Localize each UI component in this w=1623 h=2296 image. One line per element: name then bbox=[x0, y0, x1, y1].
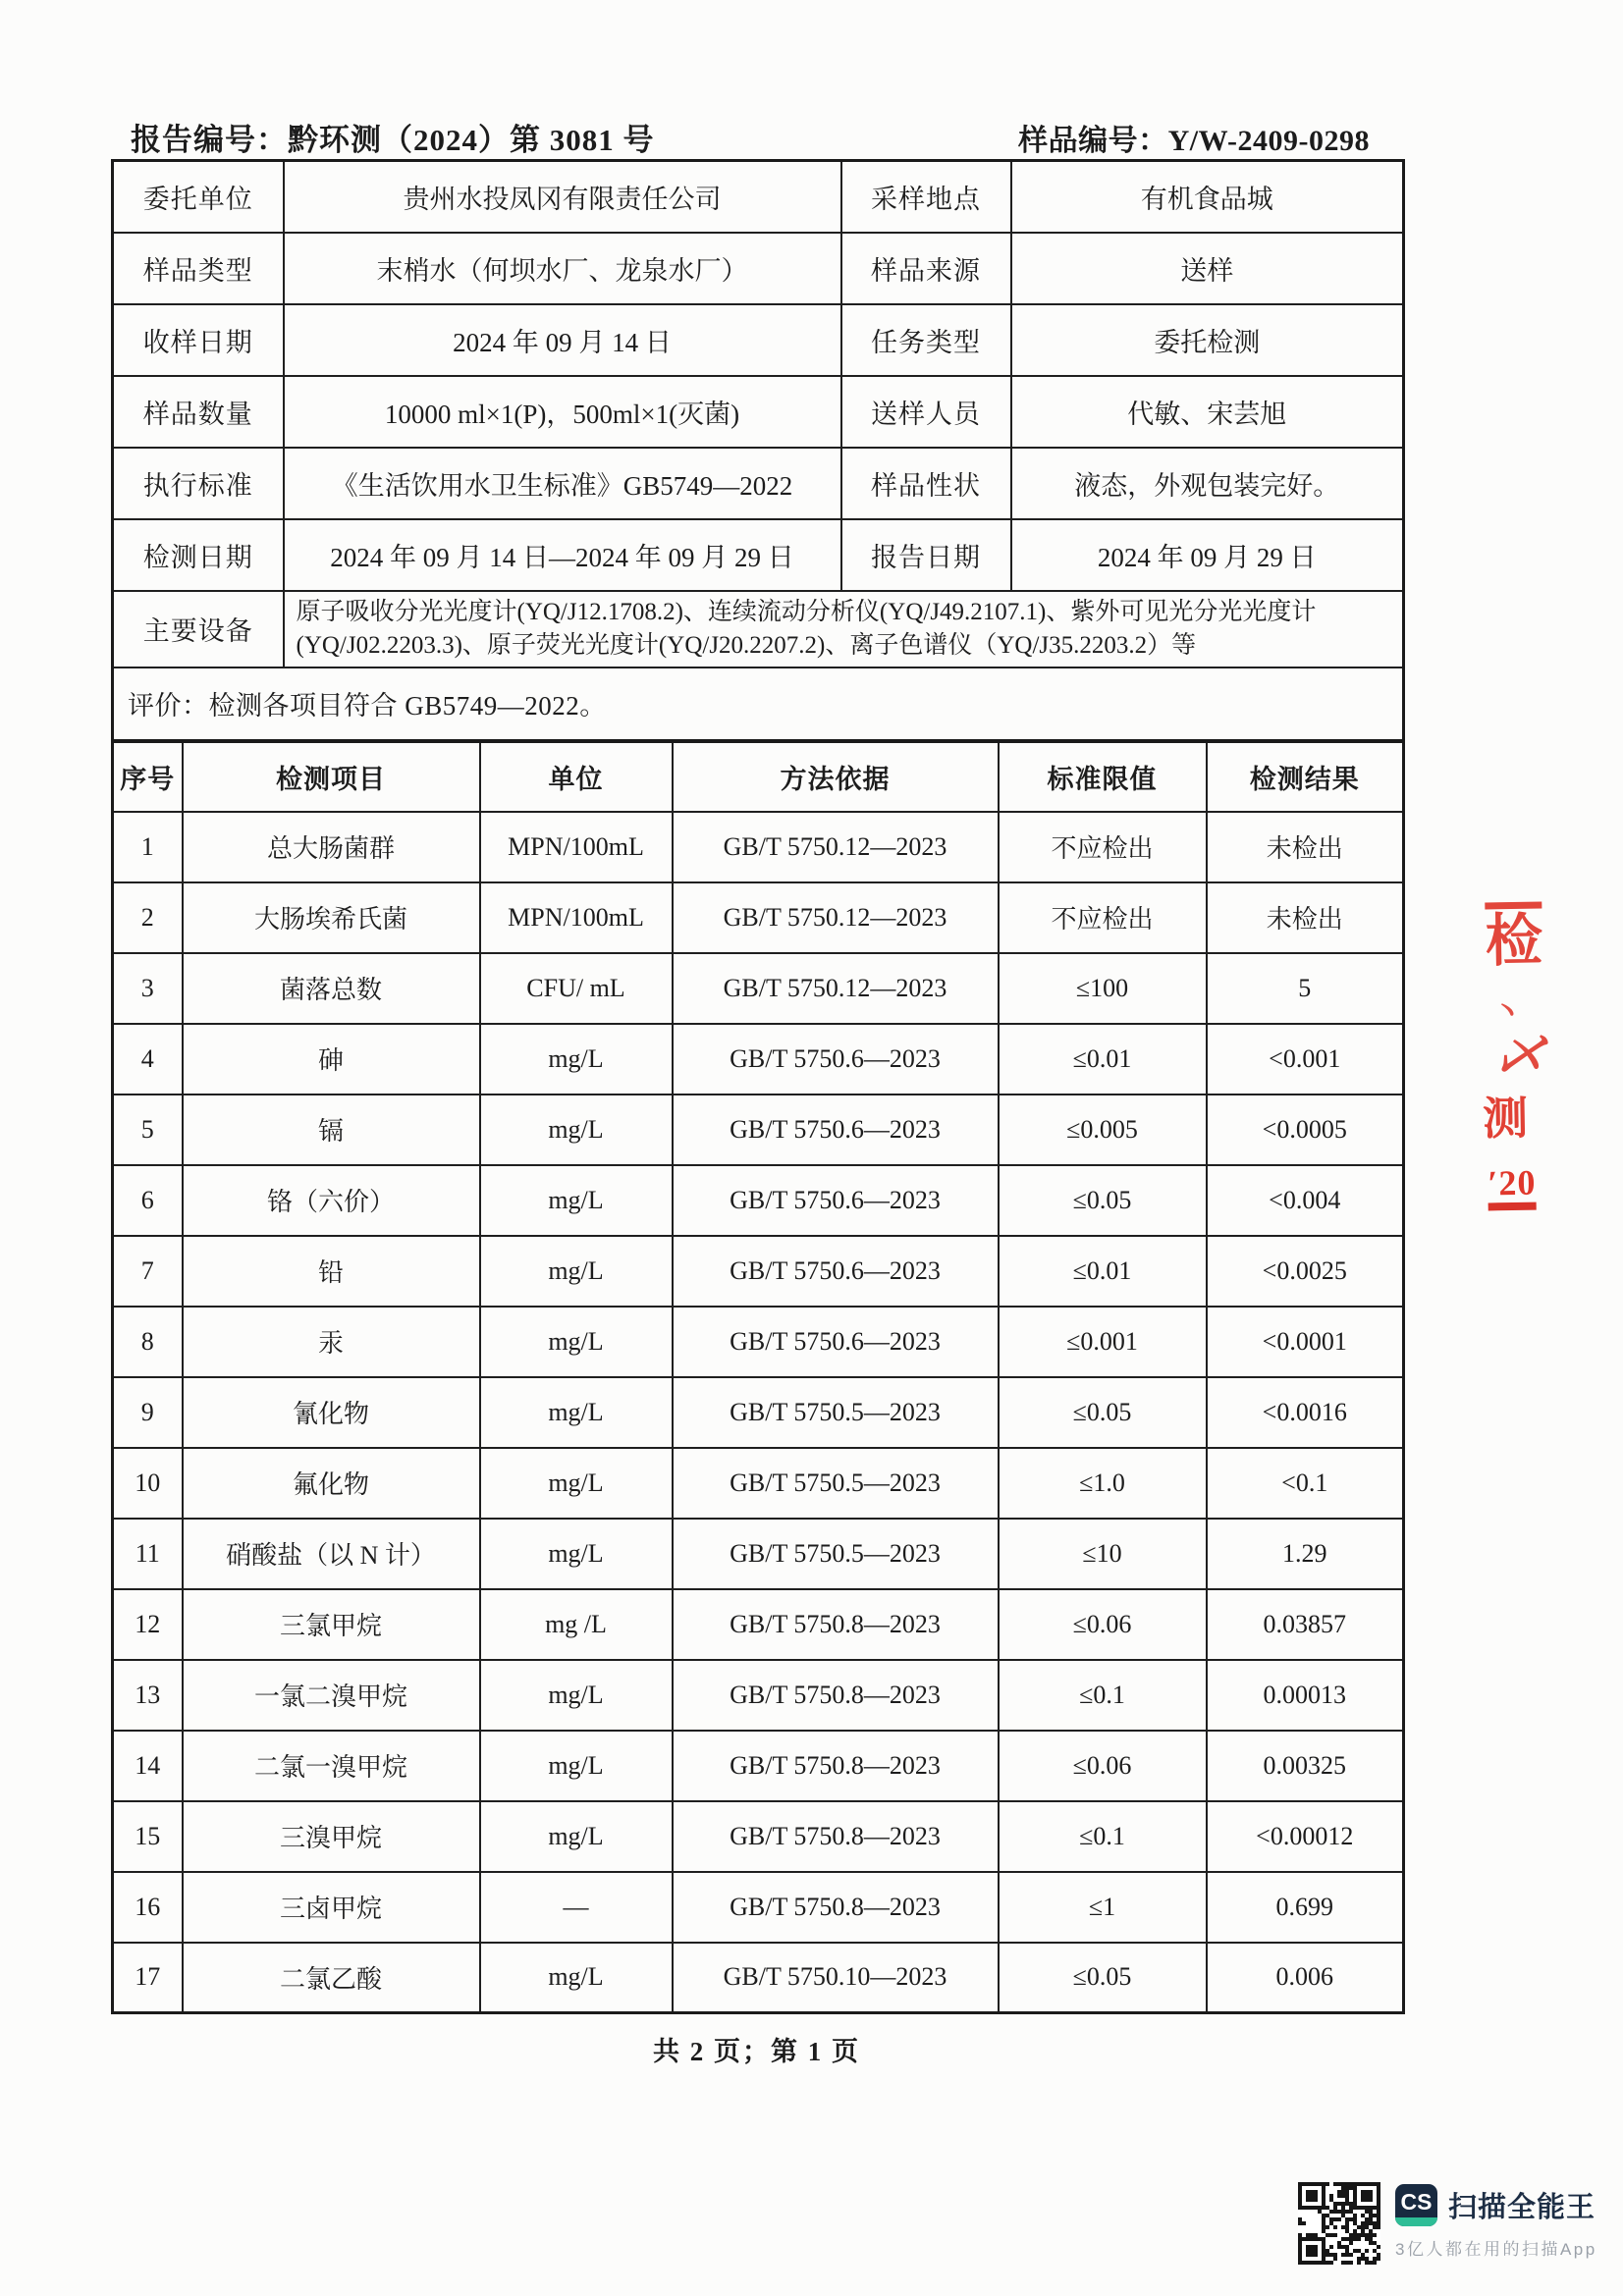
results-col-header: 检测结果 bbox=[1207, 742, 1404, 812]
cs-logo-accent-strip bbox=[1395, 2217, 1437, 2226]
result-cell: 11 bbox=[113, 1519, 183, 1589]
result-cell: ≤0.005 bbox=[999, 1095, 1207, 1165]
info-value-cell: 10000 ml×1(P)，500ml×1(灭菌) bbox=[284, 376, 841, 448]
result-cell: ≤0.06 bbox=[999, 1589, 1207, 1660]
info-label-cell: 样品来源 bbox=[841, 233, 1011, 304]
result-cell: ≤0.01 bbox=[999, 1024, 1207, 1095]
result-cell: mg /L bbox=[480, 1589, 673, 1660]
scanner-tagline: 3亿人都在用的扫描App bbox=[1395, 2240, 1597, 2259]
result-cell: 14 bbox=[113, 1731, 183, 1801]
result-cell: 5 bbox=[113, 1095, 183, 1165]
result-row bbox=[113, 1660, 1404, 1731]
report-number: 报告编号：黔环测（2024）第 3081 号 bbox=[131, 123, 655, 157]
result-cell: <0.0025 bbox=[1207, 1236, 1404, 1307]
result-cell: <0.1 bbox=[1207, 1448, 1404, 1519]
info-table-body bbox=[113, 161, 1404, 591]
result-cell: 1 bbox=[113, 812, 183, 882]
info-row bbox=[113, 376, 1404, 448]
result-cell: 砷 bbox=[183, 1024, 480, 1095]
result-cell: 15 bbox=[113, 1801, 183, 1872]
result-cell: — bbox=[480, 1872, 673, 1943]
result-cell: GB/T 5750.5—2023 bbox=[673, 1448, 999, 1519]
result-cell: 未检出 bbox=[1207, 812, 1404, 882]
result-cell: 10 bbox=[113, 1448, 183, 1519]
result-row bbox=[113, 953, 1404, 1024]
result-row bbox=[113, 1519, 1404, 1589]
result-cell: GB/T 5750.5—2023 bbox=[673, 1377, 999, 1448]
result-cell: 7 bbox=[113, 1236, 183, 1307]
result-cell: ≤0.1 bbox=[999, 1801, 1207, 1872]
result-cell: 12 bbox=[113, 1589, 183, 1660]
result-cell: mg/L bbox=[480, 1660, 673, 1731]
info-value-cell: 贵州水投凤冈有限责任公司 bbox=[284, 161, 841, 233]
info-row bbox=[113, 519, 1404, 591]
info-label-cell: 样品数量 bbox=[113, 376, 284, 448]
result-cell: GB/T 5750.5—2023 bbox=[673, 1519, 999, 1589]
result-cell: 0.699 bbox=[1207, 1872, 1404, 1943]
result-cell: GB/T 5750.8—2023 bbox=[673, 1872, 999, 1943]
evaluation-text: 评价：检测各项目符合 GB5749—2022。 bbox=[113, 667, 1404, 741]
results-header-row bbox=[113, 742, 1404, 812]
info-value-cell: 2024 年 09 月 14 日—2024 年 09 月 29 日 bbox=[284, 519, 841, 591]
info-value-cell: 《生活饮用水卫生标准》GB5749—2022 bbox=[284, 448, 841, 519]
result-cell: MPN/100mL bbox=[480, 812, 673, 882]
info-label-cell: 报告日期 bbox=[841, 519, 1011, 591]
result-cell: GB/T 5750.6—2023 bbox=[673, 1024, 999, 1095]
result-cell: <0.001 bbox=[1207, 1024, 1404, 1095]
result-cell: 三溴甲烷 bbox=[183, 1801, 480, 1872]
result-cell: ≤0.05 bbox=[999, 1377, 1207, 1448]
info-row bbox=[113, 233, 1404, 304]
result-row bbox=[113, 1801, 1404, 1872]
result-cell: mg/L bbox=[480, 1165, 673, 1236]
result-cell: 氟化物 bbox=[183, 1448, 480, 1519]
result-cell: 6 bbox=[113, 1165, 183, 1236]
result-cell: mg/L bbox=[480, 1801, 673, 1872]
result-row bbox=[113, 1095, 1404, 1165]
result-cell: GB/T 5750.6—2023 bbox=[673, 1165, 999, 1236]
result-cell: 氰化物 bbox=[183, 1377, 480, 1448]
result-cell: ≤0.05 bbox=[999, 1165, 1207, 1236]
result-cell: ≤1.0 bbox=[999, 1448, 1207, 1519]
result-cell: GB/T 5750.6—2023 bbox=[673, 1236, 999, 1307]
result-cell: 4 bbox=[113, 1024, 183, 1095]
result-cell: 13 bbox=[113, 1660, 183, 1731]
results-col-header: 标准限值 bbox=[999, 742, 1207, 812]
result-cell: GB/T 5750.6—2023 bbox=[673, 1307, 999, 1377]
result-cell: GB/T 5750.8—2023 bbox=[673, 1660, 999, 1731]
stamp-fragment: 测 bbox=[1482, 1093, 1529, 1145]
result-cell: 铬（六价） bbox=[183, 1165, 480, 1236]
info-row bbox=[113, 448, 1404, 519]
red-stamp bbox=[1475, 887, 1556, 1222]
page-footer: 共 2 页；第 1 页 bbox=[653, 2037, 860, 2066]
info-row bbox=[113, 161, 1404, 233]
result-cell: 三氯甲烷 bbox=[183, 1589, 480, 1660]
stamp-fragment: ′20 bbox=[1488, 1165, 1537, 1211]
sample-number: 样品编号：Y/W-2409-0298 bbox=[1018, 125, 1370, 157]
result-cell: 镉 bbox=[183, 1095, 480, 1165]
result-cell: 不应检出 bbox=[999, 812, 1207, 882]
result-cell: 3 bbox=[113, 953, 183, 1024]
info-label-cell: 检测日期 bbox=[113, 519, 284, 591]
result-cell: MPN/100mL bbox=[480, 882, 673, 953]
result-cell: 8 bbox=[113, 1307, 183, 1377]
result-cell: <0.0016 bbox=[1207, 1377, 1404, 1448]
result-cell: GB/T 5750.8—2023 bbox=[673, 1589, 999, 1660]
result-cell: 9 bbox=[113, 1377, 183, 1448]
result-row bbox=[113, 1236, 1404, 1307]
result-cell: mg/L bbox=[480, 1024, 673, 1095]
result-cell: ≤0.1 bbox=[999, 1660, 1207, 1731]
info-value-cell: 送样 bbox=[1011, 233, 1404, 304]
result-row bbox=[113, 1377, 1404, 1448]
result-cell: 0.00325 bbox=[1207, 1731, 1404, 1801]
scanner-app-name: 扫描全能王 bbox=[1448, 2192, 1596, 2223]
result-cell: 17 bbox=[113, 1943, 183, 2013]
info-value-cell: 2024 年 09 月 29 日 bbox=[1011, 519, 1404, 591]
info-value-cell: 2024 年 09 月 14 日 bbox=[284, 304, 841, 376]
info-value-cell: 液态，外观包装完好。 bbox=[1011, 448, 1404, 519]
result-cell: 二氯乙酸 bbox=[183, 1943, 480, 2013]
results-col-header: 序号 bbox=[113, 742, 183, 812]
result-cell: mg/L bbox=[480, 1731, 673, 1801]
info-value-cell: 委托检测 bbox=[1011, 304, 1404, 376]
info-label-cell: 样品类型 bbox=[113, 233, 284, 304]
info-label-cell: 样品性状 bbox=[841, 448, 1011, 519]
result-cell: 铅 bbox=[183, 1236, 480, 1307]
results-col-header: 方法依据 bbox=[673, 742, 999, 812]
stamp-fragment: 检 bbox=[1485, 901, 1542, 970]
result-row bbox=[113, 812, 1404, 882]
result-cell: GB/T 5750.10—2023 bbox=[673, 1943, 999, 2013]
result-cell: 16 bbox=[113, 1872, 183, 1943]
result-cell: GB/T 5750.8—2023 bbox=[673, 1731, 999, 1801]
result-row bbox=[113, 1731, 1404, 1801]
result-cell: 2 bbox=[113, 882, 183, 953]
result-cell: ≤10 bbox=[999, 1519, 1207, 1589]
sample-info-table bbox=[111, 159, 1405, 742]
result-row bbox=[113, 1589, 1404, 1660]
results-table-body bbox=[113, 812, 1404, 2013]
result-cell: 0.00013 bbox=[1207, 1660, 1404, 1731]
stamp-fragment: 乄 bbox=[1495, 1023, 1556, 1089]
result-row bbox=[113, 1872, 1404, 1943]
result-cell: mg/L bbox=[480, 1943, 673, 2013]
equipment-label: 主要设备 bbox=[113, 591, 284, 667]
result-cell: 0.03857 bbox=[1207, 1589, 1404, 1660]
cs-logo-icon bbox=[1395, 2184, 1437, 2226]
result-cell: GB/T 5750.6—2023 bbox=[673, 1095, 999, 1165]
result-cell: <0.00012 bbox=[1207, 1801, 1404, 1872]
result-cell: ≤0.01 bbox=[999, 1236, 1207, 1307]
result-cell: 0.006 bbox=[1207, 1943, 1404, 2013]
result-cell: CFU/ mL bbox=[480, 953, 673, 1024]
result-cell: 一氯二溴甲烷 bbox=[183, 1660, 480, 1731]
result-cell: ≤0.001 bbox=[999, 1307, 1207, 1377]
result-cell: 不应检出 bbox=[999, 882, 1207, 953]
stamp-fragment: 丶 bbox=[1491, 995, 1523, 1030]
info-label-cell: 委托单位 bbox=[113, 161, 284, 233]
equipment-value: 原子吸收分光光度计(YQ/J12.1708.2)、连续流动分析仪(YQ/J49.2107.1)、紫外可见光分光光度计(YQ/J02.2203.3)、原子荧光光度计(YQ/J20.2207.2)、离子色谱仪（YQ/J35.2203.2）等 bbox=[284, 591, 1404, 667]
result-cell: GB/T 5750.12—2023 bbox=[673, 953, 999, 1024]
result-cell: <0.0005 bbox=[1207, 1095, 1404, 1165]
result-cell: mg/L bbox=[480, 1307, 673, 1377]
qr-code bbox=[1298, 2182, 1380, 2265]
result-cell: <0.004 bbox=[1207, 1165, 1404, 1236]
results-col-header: 单位 bbox=[480, 742, 673, 812]
result-cell: 硝酸盐（以 N 计） bbox=[183, 1519, 480, 1589]
result-cell: GB/T 5750.8—2023 bbox=[673, 1801, 999, 1872]
result-cell: mg/L bbox=[480, 1236, 673, 1307]
info-label-cell: 送样人员 bbox=[841, 376, 1011, 448]
result-cell: GB/T 5750.12—2023 bbox=[673, 812, 999, 882]
doc-header bbox=[131, 0, 1370, 159]
result-cell: 三卤甲烷 bbox=[183, 1872, 480, 1943]
result-cell: mg/L bbox=[480, 1095, 673, 1165]
result-cell: ≤0.05 bbox=[999, 1943, 1207, 2013]
results-table bbox=[111, 740, 1405, 2014]
result-cell: 菌落总数 bbox=[183, 953, 480, 1024]
result-row bbox=[113, 1448, 1404, 1519]
result-row bbox=[113, 1024, 1404, 1095]
result-cell: GB/T 5750.12—2023 bbox=[673, 882, 999, 953]
info-value-cell: 代敏、宋芸旭 bbox=[1011, 376, 1404, 448]
result-cell: ≤100 bbox=[999, 953, 1207, 1024]
equipment-row bbox=[113, 591, 1404, 667]
result-cell: ≤0.06 bbox=[999, 1731, 1207, 1801]
result-cell: 二氯一溴甲烷 bbox=[183, 1731, 480, 1801]
result-cell: 总大肠菌群 bbox=[183, 812, 480, 882]
result-cell: ≤1 bbox=[999, 1872, 1207, 1943]
result-cell: 未检出 bbox=[1207, 882, 1404, 953]
result-cell: 大肠埃希氏菌 bbox=[183, 882, 480, 953]
result-cell: 1.29 bbox=[1207, 1519, 1404, 1589]
results-col-header: 检测项目 bbox=[183, 742, 480, 812]
result-cell: mg/L bbox=[480, 1377, 673, 1448]
info-label-cell: 执行标准 bbox=[113, 448, 284, 519]
result-cell: mg/L bbox=[480, 1519, 673, 1589]
result-cell: mg/L bbox=[480, 1448, 673, 1519]
info-label-cell: 任务类型 bbox=[841, 304, 1011, 376]
cs-logo-text: CS bbox=[1400, 2188, 1433, 2215]
scanner-badge bbox=[1298, 2182, 1597, 2265]
info-value-cell: 末梢水（何坝水厂、龙泉水厂） bbox=[284, 233, 841, 304]
result-cell: 5 bbox=[1207, 953, 1404, 1024]
result-row bbox=[113, 1943, 1404, 2013]
info-label-cell: 采样地点 bbox=[841, 161, 1011, 233]
evaluation-row bbox=[113, 667, 1404, 741]
result-cell: <0.0001 bbox=[1207, 1307, 1404, 1377]
result-row bbox=[113, 882, 1404, 953]
result-row bbox=[113, 1165, 1404, 1236]
info-row bbox=[113, 304, 1404, 376]
info-label-cell: 收样日期 bbox=[113, 304, 284, 376]
result-row bbox=[113, 1307, 1404, 1377]
result-cell: 汞 bbox=[183, 1307, 480, 1377]
info-value-cell: 有机食品城 bbox=[1011, 161, 1404, 233]
